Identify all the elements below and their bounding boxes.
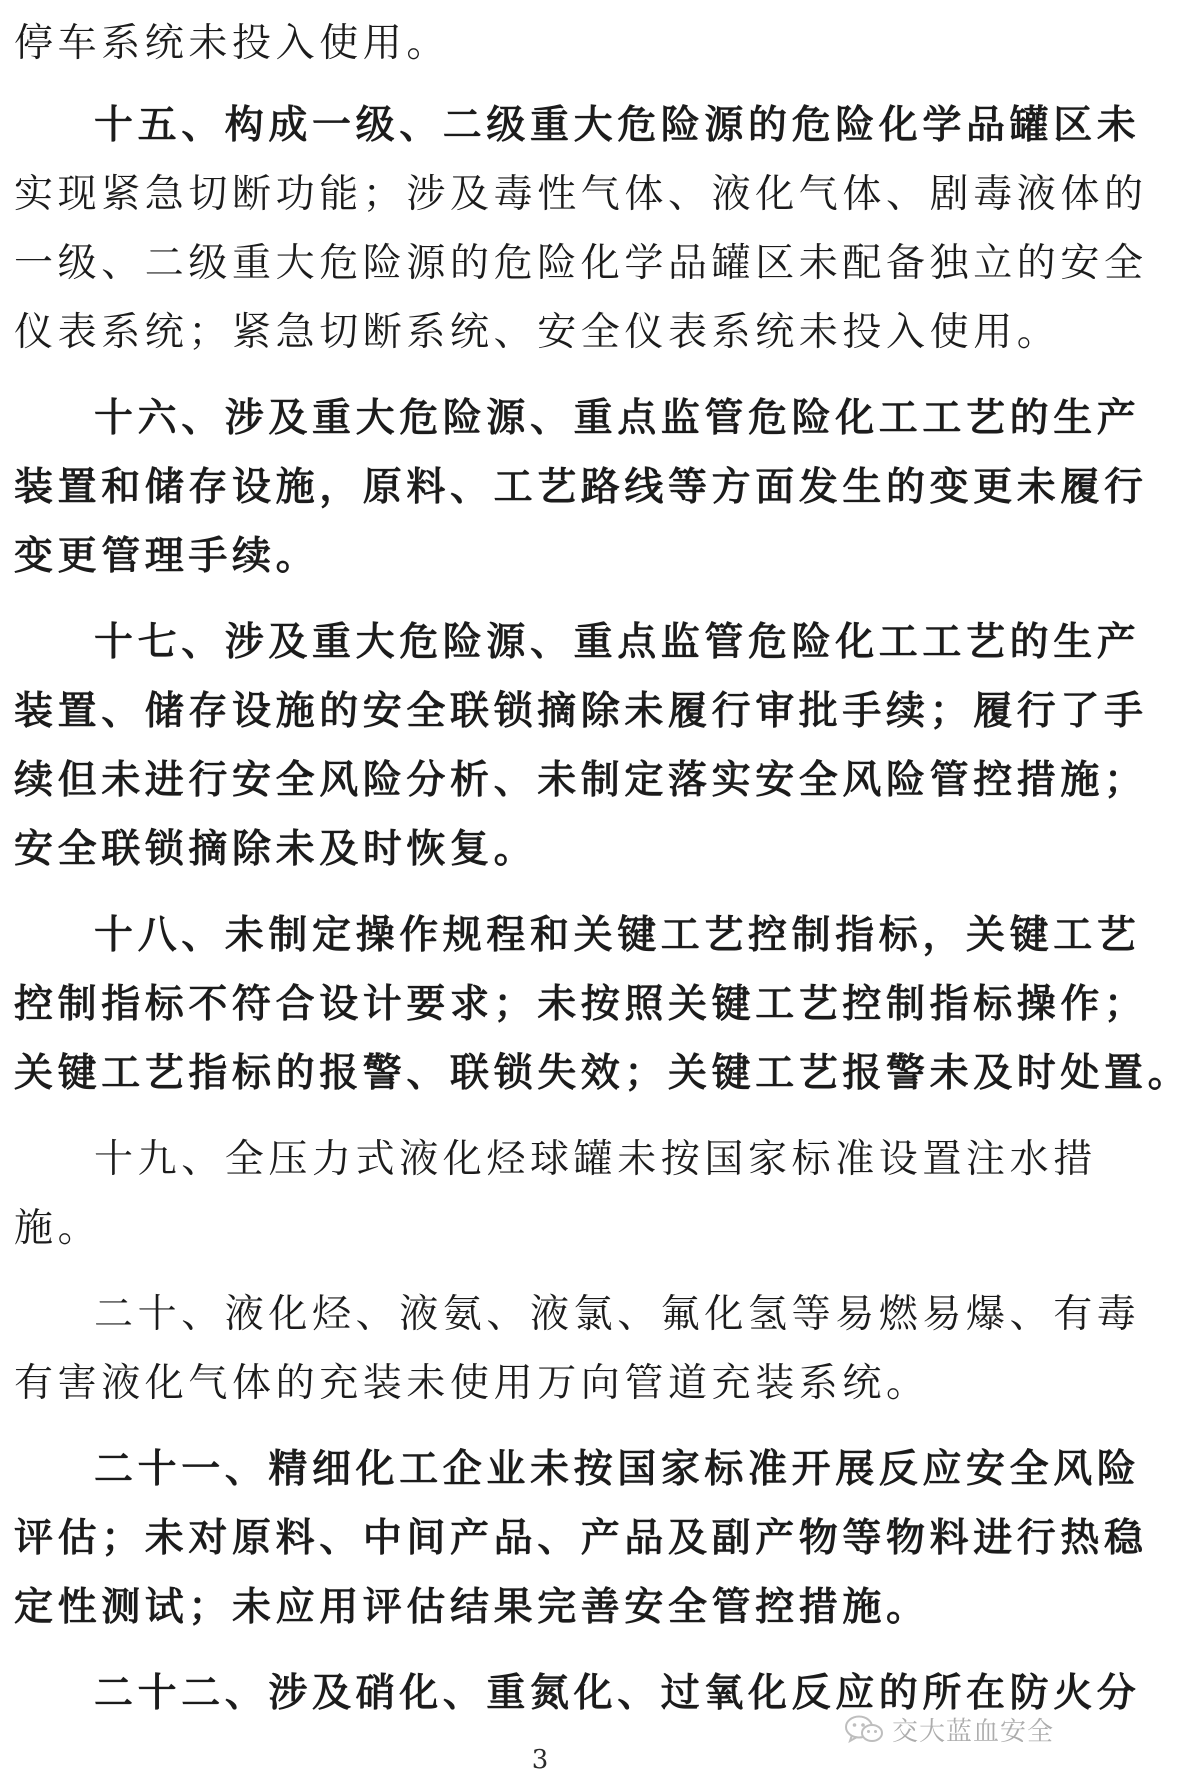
watermark-text: 交大蓝血安全 <box>891 1716 1054 1747</box>
text-line: 续但未进行安全风险分析、未制定落实安全风险管控措施； <box>14 758 1148 803</box>
text-line: 控制指标不符合设计要求；未按照关键工艺控制指标操作； <box>14 982 1148 1027</box>
text-line: 二十、液化烃、液氨、液氯、氟化氢等易燃易爆、有毒 <box>94 1292 1141 1337</box>
text-line: 有害液化气体的充装未使用万向管道充装系统。 <box>14 1361 930 1406</box>
text-line: 定性测试；未应用评估结果完善安全管控措施。 <box>14 1585 930 1630</box>
text-line: 实现紧急切断功能；涉及毒性气体、液化气体、剧毒液体的 <box>14 172 1148 217</box>
text-line: 装置和储存设施，原料、工艺路线等方面发生的变更未履行 <box>14 465 1148 510</box>
text-line: 评估；未对原料、中间产品、产品及副产物等物料进行热稳 <box>14 1516 1148 1561</box>
text-line: 十九、全压力式液化烃球罐未按国家标准设置注水措 <box>94 1137 1097 1182</box>
text-line: 安全联锁摘除未及时恢复。 <box>14 827 538 872</box>
wechat-icon <box>844 1714 884 1744</box>
text-line: 一级、二级重大危险源的危险化学品罐区未配备独立的安全 <box>14 241 1148 286</box>
text-line: 二十一、精细化工企业未按国家标准开展反应安全风险 <box>94 1447 1141 1492</box>
text-line: 十五、构成一级、二级重大危险源的危险化学品罐区未 <box>94 103 1141 148</box>
text-line: 十七、涉及重大危险源、重点监管危险化工工艺的生产 <box>94 620 1141 665</box>
page-number: 3 <box>531 1745 549 1775</box>
watermark <box>844 1712 1054 1746</box>
text-line: 施。 <box>14 1206 102 1251</box>
text-line: 装置、储存设施的安全联锁摘除未履行审批手续；履行了手 <box>14 689 1148 734</box>
text-line: 停车系统未投入使用。 <box>14 21 451 66</box>
text-line: 仪表系统；紧急切断系统、安全仪表系统未投入使用。 <box>14 310 1061 355</box>
text-line: 关键工艺指标的报警、联锁失效；关键工艺报警未及时处置。 <box>14 1051 1191 1096</box>
text-line: 二十二、涉及硝化、重氮化、过氧化反应的所在防火分 <box>94 1671 1141 1716</box>
text-line: 变更管理手续。 <box>14 534 320 579</box>
text-line: 十六、涉及重大危险源、重点监管危险化工工艺的生产 <box>94 396 1141 441</box>
text-line: 十八、未制定操作规程和关键工艺控制指标，关键工艺 <box>94 913 1141 958</box>
